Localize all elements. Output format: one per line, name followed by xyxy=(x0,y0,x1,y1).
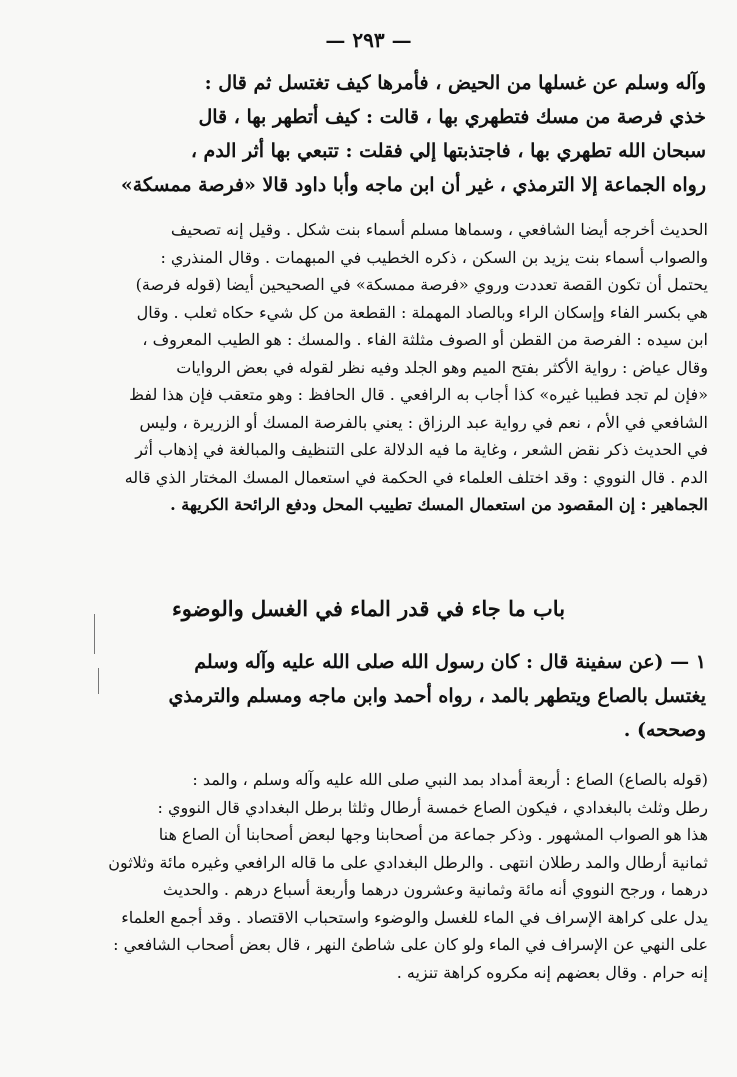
commentary-line: هذا هو الصواب المشهور . وذكر جماعة من أصحابنا وجها لبعض أصحابنا أن الصاع هنا xyxy=(158,825,708,844)
commentary-line: «فإن لم تجد فطيبا غيره» كذا أجاب به الرافعي . قال الحافظ : وهو متعقب فإن هذا لفظ xyxy=(129,385,708,404)
hadith-line: يغتسل بالصاع ويتطهر بالمد ، رواه أحمد وابن ماجه ومسلم والترمذي xyxy=(168,685,706,707)
commentary-line: درهما ، ورجح النووي أنه مائة وثمانية وعشرون درهما وأربعة أسباع درهم . والحديث xyxy=(162,880,708,899)
hadith-line: ١ — (عن سفينة قال : كان رسول الله صلى الله عليه وآله وسلم xyxy=(194,651,706,673)
margin-mark xyxy=(94,614,95,654)
commentary-line: الشافعي في الأم ، نعم في رواية عبد الرزاق : يعني بالفرصة المسك أو الزريرة ، وليس xyxy=(139,412,708,432)
hadith-text-bottom xyxy=(72,645,706,747)
hadith-line: وآله وسلم عن غسلها من الحيض ، فأمرها كيف تغتسل ثم قال : xyxy=(204,72,706,94)
commentary-line: يحتمل أن تكون القصة تعددت وروي «فرصة ممسكة» في الصحيحين أيضا (قوله فرصة) xyxy=(135,275,708,294)
commentary-line: الحديث أخرجه أيضا الشافعي ، وسماها مسلم أسماء بنت شكل . وقيل إنه تصحيف xyxy=(170,220,708,239)
commentary-line: رطل وثلث بالبغدادي ، فيكون الصاع خمسة أرطال وثلثا برطل البغدادي قال النووي : xyxy=(157,797,708,817)
commentary-line: (قوله بالصاع) الصاع : أربعة أمداد بمد النبي صلى الله عليه وآله وسلم ، والمد : xyxy=(192,770,708,789)
chapter-heading: باب ما جاء في قدر الماء في الغسل والوضوء xyxy=(171,596,566,621)
hadith-line: رواه الجماعة إلا الترمذي ، غير أن ابن ماجه وأبا داود قالا «فرصة ممسكة» xyxy=(120,174,706,196)
hadith-line: وصححه) . xyxy=(623,719,706,741)
commentary-line: إنه حرام . وقال بعضهم إنه مكروه كراهة تنزيه . xyxy=(396,962,708,982)
commentary-line: ابن سيده : الفرصة من القطن أو الصوف مثلثة الفاء . والمسك : هو الطيب المعروف ، xyxy=(142,330,708,349)
hadith-text-top xyxy=(72,66,706,202)
commentary-line: يدل على كراهة الإسراف في الماء للغسل والوضوء واستحباب الاقتصاد . وقد أجمع العلماء xyxy=(121,907,708,927)
commentary-line: على النهي عن الإسراف في الماء ولو كان على شاطئ النهر ، قال بعض أصحاب الشافعي : xyxy=(113,935,708,954)
commentary-text-bottom xyxy=(70,766,708,986)
commentary-line: الجماهير : إن المقصود من استعمال المسك تطييب المحل ودفع الرائحة الكريهة . xyxy=(170,495,708,514)
commentary-line: وقال عياض : رواية الأكثر بفتح الميم وهو الجلد وفيه نظر لقوله في بعض الروايات xyxy=(176,357,708,377)
page-number: — ٢٩٣ — xyxy=(325,28,412,52)
hadith-line: سبحان الله تطهري بها ، فاجتذبتها إلي فقلت : تتبعي بها أثر الدم ، xyxy=(190,140,706,162)
commentary-line: الدم . قال النووي : وقد اختلف العلماء في الحكمة في استعمال المسك المختار الذي قاله xyxy=(124,467,708,487)
hadith-line: خذي فرصة من مسك فتطهري بها ، قالت : كيف أتطهر بها ، قال xyxy=(198,106,706,128)
commentary-line: في الحديث ذكر نقض الشعر ، وغاية ما فيه الدلالة على التنظيف والمبالغة في إذهاب أثر xyxy=(135,440,708,459)
margin-mark xyxy=(98,668,99,694)
commentary-line: والصواب أسماء بنت يزيد بن السكن ، ذكره الخطيب في المبهمات . وقال المنذري : xyxy=(160,247,708,267)
commentary-line: هي بكسر الفاء وإسكان الراء وبالصاد المهملة : القطعة من كل شيء حكاه ثعلب . وقال xyxy=(136,302,708,322)
commentary-line: ثمانية أرطال والمد رطلان انتهى . والرطل البغدادي على ما قاله الرافعي وغيره مائة وثلاثون xyxy=(108,852,708,872)
commentary-text-top xyxy=(70,216,708,519)
